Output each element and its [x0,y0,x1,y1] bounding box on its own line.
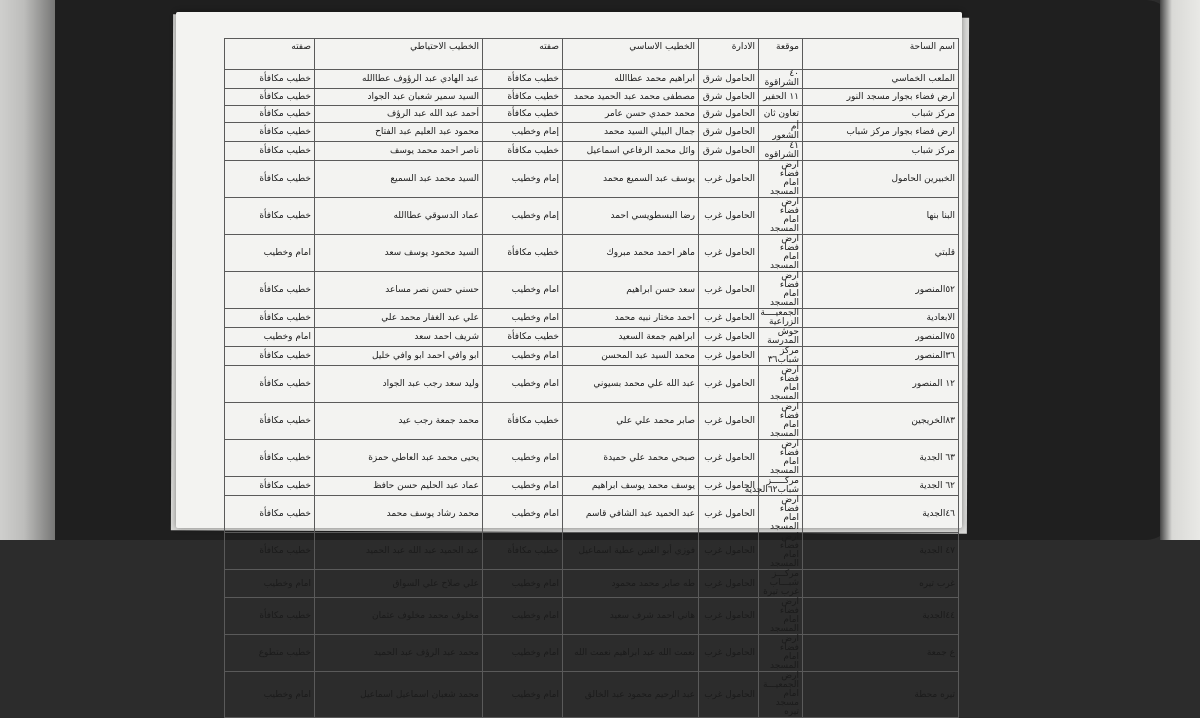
cell-main-role: خطيب مكافأة [483,70,563,89]
cell-backup-role: خطيب مكافأة [225,161,315,198]
cell-backup-role: خطيب مكافأة [225,366,315,403]
cell-location: مركـــــز شباب٦٢الجدية [759,477,803,496]
cell-backup-preacher: عبد الحميد عبد الله عبد الحميد [315,533,483,570]
cell-backup-role: خطيب مكافأة [225,70,315,89]
table-row [225,496,959,533]
cell-administration: الحامول شرق [699,123,759,142]
cell-square-name: ٤٦الجدية [803,496,959,533]
cell-backup-role: خطيب مكافأة [225,403,315,440]
cell-square-name: ١٢ المنصور [803,366,959,403]
table-row [225,403,959,440]
header-administration: الادارة [699,39,759,70]
table-body [225,70,959,718]
cell-location: مركز شباب٣٦ [759,347,803,366]
cell-backup-preacher: محمد رشاد يوسف محمد [315,496,483,533]
header-main-preacher: الخطيب الاساسي [563,39,699,70]
table-row [225,533,959,570]
cell-main-preacher: عبد الله علي محمد بسيوني [563,366,699,403]
cell-administration: الحامول غرب [699,347,759,366]
cell-backup-role: امام وخطيب [225,328,315,347]
cell-administration: الحامول غرب [699,366,759,403]
cell-administration: الحامول غرب [699,198,759,235]
cell-main-preacher: ابراهيم محمد عطاالله [563,70,699,89]
cell-location: ارض فضاء امام المسجد [759,366,803,403]
cell-backup-role: خطيب مكافأة [225,106,315,123]
cell-backup-preacher: علي صلاح علي السواق [315,570,483,598]
cell-administration: الحامول غرب [699,328,759,347]
cell-location: تعاون ثان [759,106,803,123]
cell-administration: الحامول غرب [699,235,759,272]
table-row [225,142,959,161]
cell-administration: الحامول شرق [699,106,759,123]
table-row [225,672,959,718]
table-row [225,70,959,89]
cell-backup-preacher: حسني حسن نصر مساعد [315,272,483,309]
cell-main-preacher: وائل محمد الرفاعي اسماعيل [563,142,699,161]
cell-administration: الحامول غرب [699,272,759,309]
cell-administration: الحامول شرق [699,89,759,106]
cell-administration: الحامول غرب [699,440,759,477]
cell-main-role: خطيب مكافأة [483,235,563,272]
cell-square-name: ارض فضاء بجوار مركز شباب [803,123,959,142]
cell-main-role: امام وخطيب [483,366,563,403]
cell-location: مركـــز شبـــاب غرب تيرة [759,570,803,598]
cell-main-role: امام وخطيب [483,347,563,366]
cell-backup-preacher: ابو وافي احمد ابو وافي خليل [315,347,483,366]
cell-backup-preacher: محمد جمعة رجب عيد [315,403,483,440]
cell-backup-preacher: عماد عبد الحليم حسن حافظ [315,477,483,496]
cell-administration: الحامول غرب [699,570,759,598]
cell-administration: الحامول غرب [699,403,759,440]
table-row [225,366,959,403]
cell-main-preacher: نعمت الله عبد ابراهيم نعمت الله [563,635,699,672]
cell-location: الجمعيــــة الزراعية [759,309,803,328]
cell-square-name: مركز شباب [803,142,959,161]
cell-location: ٤١ الشراقوه [759,142,803,161]
cell-location: أم الشعور [759,123,803,142]
cell-backup-role: امام وخطيب [225,672,315,718]
background-left [0,0,60,540]
cell-backup-preacher: السيد محمود يوسف سعد [315,235,483,272]
cell-backup-preacher: علي عبد الغفار محمد علي [315,309,483,328]
preachers-table [224,38,959,718]
cell-administration: الحامول غرب [699,477,759,496]
table-row [225,635,959,672]
cell-main-role: امام وخطيب [483,309,563,328]
cell-main-role: امام وخطيب [483,440,563,477]
cell-location: ارض فضاء امام المسجد [759,496,803,533]
cell-main-preacher: عبد الحميد عبد الشافي قاسم [563,496,699,533]
cell-administration: الحامول غرب [699,598,759,635]
cell-main-preacher: رضا البسطويسي احمد [563,198,699,235]
cell-main-preacher: هاني احمد شرف سعيد [563,598,699,635]
table-row [225,570,959,598]
header-main-role: صفته [483,39,563,70]
cell-backup-preacher: يحيى محمد عبد العاطي حمزة [315,440,483,477]
cell-location: ارض فضاء امام المسجد [759,161,803,198]
cell-administration: الحامول غرب [699,533,759,570]
background-right [1160,0,1200,540]
cell-main-preacher: طه صابر محمد محمود [563,570,699,598]
cell-administration: الحامول شرق [699,142,759,161]
cell-administration: الحامول غرب [699,496,759,533]
table-row [225,347,959,366]
cell-square-name: ٣٦المنصور [803,347,959,366]
cell-administration: الحامول غرب [699,161,759,198]
cell-square-name: مركز شباب [803,106,959,123]
table-row [225,272,959,309]
cell-main-preacher: مصطفى محمد عبد الحميد محمد [563,89,699,106]
cell-square-name: ٥٢المنصور [803,272,959,309]
cell-square-name: ٨٣الخريجين [803,403,959,440]
cell-main-role: إمام وخطيب [483,161,563,198]
cell-main-preacher: فوزي أبو العنين عطية اسماعيل [563,533,699,570]
cell-backup-role: خطيب متطوع [225,635,315,672]
cell-main-role: خطيب مكافأة [483,403,563,440]
cell-administration: الحامول غرب [699,672,759,718]
cell-location: ارض فضاء امام المسجد [759,272,803,309]
cell-main-role: إمام وخطيب [483,198,563,235]
cell-main-role: امام وخطيب [483,635,563,672]
table-row [225,440,959,477]
cell-main-role: امام وخطيب [483,672,563,718]
cell-backup-preacher: ناصر احمد محمد يوسف [315,142,483,161]
cell-main-role: امام وخطيب [483,570,563,598]
cell-square-name: ٦٣ الجدية [803,440,959,477]
cell-square-name: غرب تيره [803,570,959,598]
cell-backup-role: خطيب مكافأة [225,142,315,161]
cell-backup-role: خطيب مكافأة [225,347,315,366]
cell-backup-preacher: محمود عبد العليم عبد الفتاح [315,123,483,142]
cell-backup-role: خطيب مكافأة [225,598,315,635]
cell-square-name: ٦٢ الجدية [803,477,959,496]
cell-location: ارض فضاء امام المسجد [759,235,803,272]
cell-backup-preacher: محمد عبد الرؤف عبد الحميد [315,635,483,672]
cell-main-preacher: يوسف محمد يوسف ابراهيم [563,477,699,496]
table-row [225,328,959,347]
cell-backup-preacher: وليد سعد رجب عبد الجواد [315,366,483,403]
cell-location: حوش المدرسة [759,328,803,347]
cell-main-preacher: ماهر احمد محمد مبروك [563,235,699,272]
cell-square-name: ع جمعة [803,635,959,672]
table-header-row [225,39,959,70]
cell-backup-preacher: محمد شعبان اسماعيل اسماعيل [315,672,483,718]
cell-main-preacher: محمد السيد عبد المحسن [563,347,699,366]
table-row [225,309,959,328]
table-row [225,106,959,123]
cell-main-role: امام وخطيب [483,598,563,635]
cell-square-name: ٤٤الجدية [803,598,959,635]
cell-main-role: إمام وخطيب [483,123,563,142]
cell-square-name: الابعادية [803,309,959,328]
cell-main-preacher: عبد الرحيم محمود عبد الخالق [563,672,699,718]
cell-location: ارض فضاء امام المسجد [759,635,803,672]
cell-main-preacher: سعد حسن ابراهيم [563,272,699,309]
cell-backup-role: خطيب مكافأة [225,198,315,235]
cell-backup-role: امام وخطيب [225,235,315,272]
table-row [225,598,959,635]
cell-main-preacher: يوسف عبد السميع محمد [563,161,699,198]
cell-square-name: الملعب الخماسي [803,70,959,89]
cell-main-preacher: ابراهيم جمعة السعيد [563,328,699,347]
cell-administration: الحامول غرب [699,635,759,672]
cell-main-role: خطيب مكافأة [483,106,563,123]
cell-backup-role: خطيب مكافأة [225,309,315,328]
cell-main-preacher: محمد حمدي حسن عامر [563,106,699,123]
cell-main-role: خطيب مكافأة [483,89,563,106]
cell-square-name: ٧٥المنصور [803,328,959,347]
table-row [225,477,959,496]
cell-backup-role: امام وخطيب [225,570,315,598]
cell-backup-role: خطيب مكافأة [225,123,315,142]
cell-backup-role: خطيب مكافأة [225,496,315,533]
cell-location: ١١ الحفير [759,89,803,106]
cell-location: ارض فضاء امام المسجد [759,440,803,477]
cell-square-name: قلبتي [803,235,959,272]
cell-backup-role: خطيب مكافأة [225,533,315,570]
cell-square-name: ارض فضاء بجوار مسجد النور [803,89,959,106]
cell-backup-preacher: مخلوف محمد مخلوف عثمان [315,598,483,635]
cell-administration: الحامول شرق [699,70,759,89]
cell-backup-preacher: السيد سمير شعبان عبد الجواد [315,89,483,106]
cell-main-preacher: صابر محمد علي علي [563,403,699,440]
cell-main-preacher: جمال البيلي السيد محمد [563,123,699,142]
cell-backup-role: خطيب مكافأة [225,477,315,496]
cell-main-role: امام وخطيب [483,272,563,309]
table-row [225,161,959,198]
table-row [225,235,959,272]
cell-square-name: الخبيرين الحامول [803,161,959,198]
cell-backup-preacher: السيد محمد عبد السميع [315,161,483,198]
cell-administration: الحامول غرب [699,309,759,328]
header-backup-preacher: الخطيب الاحتياطي [315,39,483,70]
cell-main-role: خطيب مكافأة [483,533,563,570]
cell-location: ارض فضاء امام المسجد [759,403,803,440]
cell-location: ارض الجمعيـــة امام مسجد تيره [759,672,803,718]
table-row [225,89,959,106]
header-location: موقعة [759,39,803,70]
cell-main-preacher: صبحي محمد علي حميدة [563,440,699,477]
cell-square-name: ٤٧ الجدية [803,533,959,570]
header-backup-role: صفته [225,39,315,70]
cell-main-role: امام وخطيب [483,496,563,533]
header-square-name: اسم الساحة [803,39,959,70]
cell-backup-role: خطيب مكافأة [225,89,315,106]
cell-main-role: امام وخطيب [483,477,563,496]
cell-backup-role: خطيب مكافأة [225,272,315,309]
cell-main-role: خطيب مكافأة [483,328,563,347]
table-row [225,198,959,235]
cell-location: ارض فضاء امام المسجد [759,598,803,635]
cell-backup-preacher: أحمد عبد الله عبد الرؤف [315,106,483,123]
cell-main-preacher: احمد مختار نبيه محمد [563,309,699,328]
cell-location: ارض فضاء امام المسجد [759,533,803,570]
table-row [225,123,959,142]
cell-square-name: البنا بنها [803,198,959,235]
cell-backup-role: خطيب مكافأة [225,440,315,477]
cell-backup-preacher: عماد الدسوقي عطاالله [315,198,483,235]
cell-location: ٤٠ الشراقوة [759,70,803,89]
cell-square-name: تيره محطة [803,672,959,718]
cell-backup-preacher: شريف احمد سعد [315,328,483,347]
cell-backup-preacher: عبد الهادي عبد الرؤوف عطاالله [315,70,483,89]
cell-location: ارض فضاء امام المسجد [759,198,803,235]
cell-main-role: خطيب مكافأة [483,142,563,161]
